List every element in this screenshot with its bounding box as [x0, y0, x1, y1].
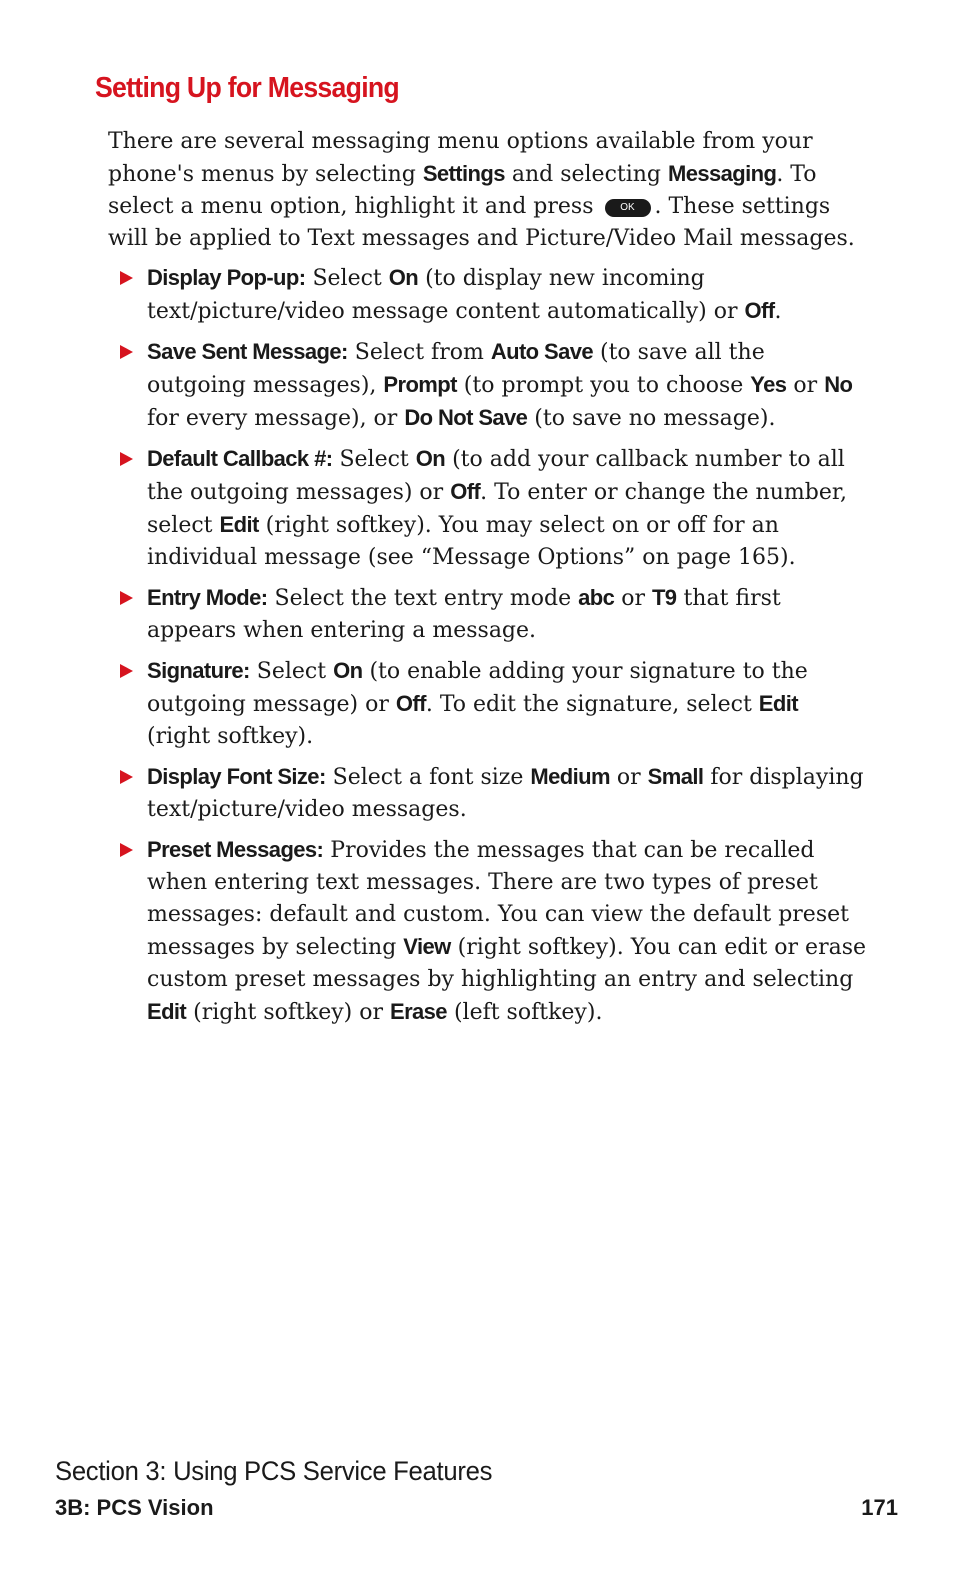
bullet-arrow-icon: [120, 271, 133, 285]
messaging-keyword: Messaging: [668, 161, 777, 186]
item-keyword: T9: [651, 585, 677, 610]
item-text: Select from: [347, 340, 491, 365]
list-item-entry-mode: [118, 582, 866, 647]
list-item-display-popup: [118, 262, 866, 328]
item-text: Select: [305, 266, 389, 291]
intro-text-4: . These settings will be applied to Text messages and Picture/Video Mail messages.: [108, 194, 855, 251]
bullet-arrow-icon: [120, 843, 133, 857]
item-text: (to display new incoming text/picture/video message content automatically) or: [147, 266, 745, 324]
item-text: (to prompt you to choose: [456, 373, 751, 398]
item-text: or: [614, 586, 652, 611]
item-text: (to enable adding your signature to the outgoing message) or: [147, 659, 808, 717]
list-item-default-callback: [118, 443, 866, 574]
item-keyword: Edit: [147, 999, 187, 1024]
item-label: Entry Mode:: [147, 585, 268, 610]
item-keyword: View: [403, 934, 451, 959]
item-keyword: Small: [647, 764, 704, 789]
item-text: . To enter or change the number, select: [147, 480, 847, 538]
item-keyword: Do Not Save: [404, 405, 528, 430]
intro-paragraph: [108, 126, 868, 255]
item-label: Signature:: [147, 658, 250, 683]
bullet-arrow-icon: [120, 345, 133, 359]
intro-text-3: . To select a menu option, highlight it and press: [108, 162, 817, 219]
item-keyword: Erase: [390, 999, 447, 1024]
item-text: for every message), or: [147, 406, 405, 431]
item-text: Provides the messages that can be recalled when entering text messages. There are two types of preset messages: default and custom. You can view the default preset messages by selecting: [147, 838, 849, 960]
item-text: Select the text entry mode: [267, 586, 579, 611]
item-label: Display Font Size:: [147, 764, 326, 789]
item-text: Select a font size: [325, 765, 531, 790]
item-text: (right softkey).: [147, 724, 314, 749]
item-text: for displaying text/picture/video messages.: [147, 765, 864, 822]
item-label: Preset Messages:: [147, 837, 324, 862]
list-item-save-sent-message: [118, 336, 866, 435]
item-text: or: [609, 765, 648, 790]
item-text: . To edit the signature, select: [425, 692, 759, 717]
item-keyword: Edit: [758, 691, 798, 716]
item-label: Display Pop-up:: [147, 265, 306, 290]
item-text: that first appears when entering a message.: [147, 586, 781, 643]
item-label: Default Callback #:: [147, 446, 333, 471]
item-text: (right softkey). You can edit or erase custom preset messages by highlighting an entry and selecting: [147, 935, 867, 992]
bullet-arrow-icon: [120, 591, 133, 605]
item-keyword: No: [824, 372, 853, 397]
ok-key-icon: OK: [605, 199, 651, 217]
bullet-arrow-icon: [120, 664, 133, 678]
item-keyword: Off: [744, 298, 775, 323]
item-keyword: Yes: [750, 372, 787, 397]
item-text: (left softkey).: [446, 1000, 603, 1025]
intro-text-1: There are several messaging menu options available from your phone's menus by selecting: [108, 129, 813, 187]
item-keyword: Edit: [219, 512, 259, 537]
bullet-arrow-icon: [120, 452, 133, 466]
item-text: (right softkey). You may select on or off for an individual message (see “Message Options” on page 165).: [147, 513, 796, 570]
item-keyword: On: [388, 265, 419, 290]
item-keyword: Off: [395, 691, 426, 716]
settings-list: [118, 262, 866, 1037]
item-label: Save Sent Message:: [147, 339, 348, 364]
footer-chapter: 3B: PCS Vision: [55, 1495, 214, 1520]
item-text: (to save all the outgoing messages),: [147, 340, 765, 398]
page-number: 171: [861, 1495, 898, 1520]
item-text: Select: [249, 659, 334, 684]
item-text: (to add your callback number to all the outgoing messages) or: [147, 447, 845, 505]
item-keyword: Prompt: [383, 372, 457, 397]
item-text: (right softkey) or: [186, 1000, 390, 1025]
item-keyword: Auto Save: [490, 339, 593, 364]
list-item-display-font-size: [118, 761, 866, 826]
item-text: (to save no message).: [527, 406, 776, 431]
page-title: Setting Up for Messaging: [95, 72, 400, 104]
list-item-signature: [118, 655, 866, 753]
list-item-preset-messages: [118, 834, 866, 1029]
item-text: .: [774, 299, 782, 324]
item-keyword: abc: [578, 585, 615, 610]
item-keyword: Medium: [530, 764, 610, 789]
item-keyword: Off: [450, 479, 481, 504]
intro-text-2: and selecting: [504, 162, 669, 187]
settings-keyword: Settings: [422, 161, 505, 186]
footer-section-title: Section 3: Using PCS Service Features: [55, 1456, 493, 1486]
item-keyword: On: [415, 446, 446, 471]
item-keyword: On: [333, 658, 363, 683]
item-text: Select: [332, 447, 416, 472]
bullet-arrow-icon: [120, 770, 133, 784]
item-text: or: [786, 373, 825, 398]
